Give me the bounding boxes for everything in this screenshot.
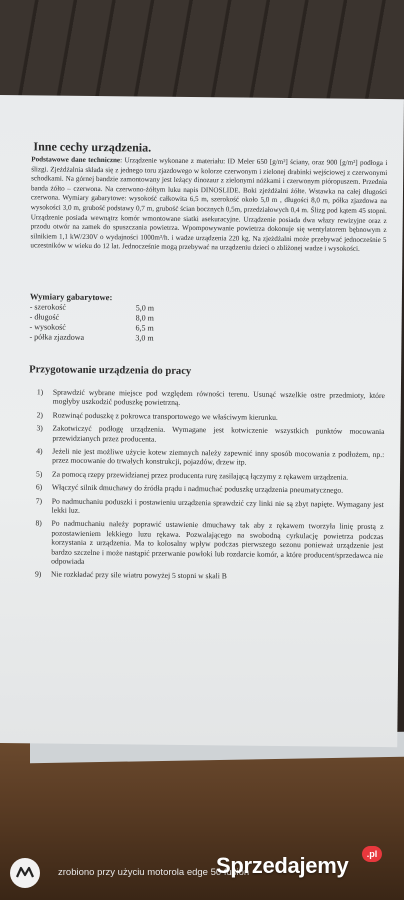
list-item <box>36 446 385 469</box>
list-item <box>36 423 385 446</box>
list-item <box>36 410 385 423</box>
technical-data-paragraph <box>30 155 387 255</box>
dimension-value: 6,5 m <box>135 323 154 333</box>
step-number: 6) <box>35 482 43 492</box>
step-number: 9) <box>34 569 42 579</box>
camera-watermark-caption: zrobiono przy użyciu motorola edge 50 fusion <box>58 867 250 878</box>
dimensions-block <box>29 291 386 346</box>
step-text: Po nadmuchaniu poduszki i postawieniu urządzenia sprawdzić czy linki nie są zbyt napięte. Wymagany jest lekki luz. <box>51 496 384 515</box>
technical-data-label: Podstawowe dane techniczne <box>31 155 121 165</box>
list-item <box>35 469 384 482</box>
dimension-value: 3,0 m <box>135 333 154 343</box>
sprzedajemy-logo: Sprzedajemy <box>216 853 349 878</box>
step-text: Zakotwiczyć podłogę urządzenia. Wymagane jest kotwiczenie wszystkich punktów mocowania przewidzianych przez producenta. <box>52 423 385 444</box>
step-text: Za pomocą rzepy przewidzianej przez producenta rurę zasilającą łączymy z rękawem urządzenia. <box>51 469 349 482</box>
list-item <box>35 495 384 518</box>
document-content <box>21 139 388 587</box>
step-number: 4) <box>36 446 43 456</box>
step-number: 8) <box>35 518 42 528</box>
step-number: 2) <box>36 410 44 420</box>
step-text: Jeżeli nie jest możliwe użycie kotew ziemnych należy zapewnić inny sposób mocowania z podłożem, np.: przez mocowanie do trwałych konstrukcji, pojazdów, drzew itp. <box>52 446 385 467</box>
step-text: Nie rozkładać przy sile wiatru powyżej 5 stopni w skali B <box>50 569 227 581</box>
dimension-label: - półka zjazdowa <box>29 332 85 342</box>
step-number: 7) <box>35 495 43 506</box>
dimension-value: 8,0 m <box>135 313 154 323</box>
list-item <box>36 387 385 410</box>
step-text: Sprawdzić wybrane miejsce pod względem równości terenu. Usunąć wszelkie ostre przedmioty, które mogłyby uszkodzić poduszkę powietrzną. <box>52 387 385 408</box>
technical-data-text: : Urządzenie wykonane z materiału: ID Meler 650 [g/m²] ściany, oraz 900 [g/m²] podłoga i ślizgi. Zjeżdżalnia składa się z jednego toru zjazdowego w kolorze czerwonym i zielonej drabinki wejściowej z czerwonymi schodkami. Na górnej bandzie zamontowany jest leżący dinozaur z zielonymi nóżkami i czerwonym pióropuszem. Przednia banda żółto – czerwona. Na czerwono-żółtym luku napis DINOSLIDE. Boki zjeżdżalni żółte. Wstawka na całej długości czerwona. Wymiary gabarytowe: wysokość całkowita 6,5 m, szerokość około 5,0 m , długości 8,0 m, półka zjazdowa na wysokości 3,0 m, grubość podstawy 0,7 m, grubość ścian bocznych 0,5m, przedziałowych 0,4 m. Ślizg pod kątem 45 stopni. Urządzenie posiada wewnątrz komór wmontowane siatki asekuracyjne. Urządzenie posiada dwa włazy rewizyjne oraz z przodu otwór na zamek do spuszczania powietrza. Wpompowywanie powietrza dokonuje się wentylatorem bębnowym z silnikiem 1,1 kW/230V o wydajności 1000m³/h. i wadze urządzenia 220 kg. Na zjeżdżalni może przebywać jednocześnie 5 uczestników w wieku do 12 lat. Jednocześnie mogą przebywać na urządzeniu dzieci o zbliżonej wadze i wysokości. <box>30 156 388 254</box>
list-item <box>34 569 383 583</box>
section-title-preparation: Przygotowanie urządzenia do pracy <box>29 364 192 377</box>
dimension-label: - długość <box>29 312 60 322</box>
dimension-label: - wysokość <box>29 322 66 332</box>
list-item <box>35 518 384 570</box>
wooden-deck-background <box>0 0 404 110</box>
step-text: Rozwinąć poduszkę z pokrowca transportowego we właściwym kierunku. <box>52 410 278 422</box>
motorola-logo-icon <box>10 858 40 888</box>
dimension-value: 5,0 m <box>135 303 155 313</box>
list-item <box>35 482 384 496</box>
document-page <box>0 95 404 747</box>
section-title-features: Inne cechy urządzenia. <box>33 139 152 155</box>
step-number: 3) <box>36 423 43 433</box>
step-number: 5) <box>35 469 43 479</box>
preparation-steps-list <box>21 387 385 583</box>
step-text: Włączyć silnik dmuchawy do źródła prądu i nadmuchać poduszkę urządzenia pneumatycznego. <box>51 482 344 495</box>
sprzedajemy-logo-suffix: .pl <box>362 846 382 862</box>
step-number: 1) <box>36 387 44 397</box>
dimensions-title: Wymiary gabarytowe: <box>29 291 113 303</box>
dimension-label: - szerokość <box>29 302 67 312</box>
step-text: Po nadmuchaniu należy poprawić ustawienie dmuchawy tak aby z rękawem tworzyła linię prostą z pozostawieniem lekkiego luzu rękawa. Pozwalającego na swobodną cyrkulację powietrza podczas korzystania z urządzenia. Ma to kolosalny wpływ podczas pierwszego sezonu ponieważ urządzenie jest bardzo szczelne i może nastąpić przerwanie powłoki lub rozdarcie komór, a które producent/sprzedawca nie odpowiada <box>51 518 384 566</box>
